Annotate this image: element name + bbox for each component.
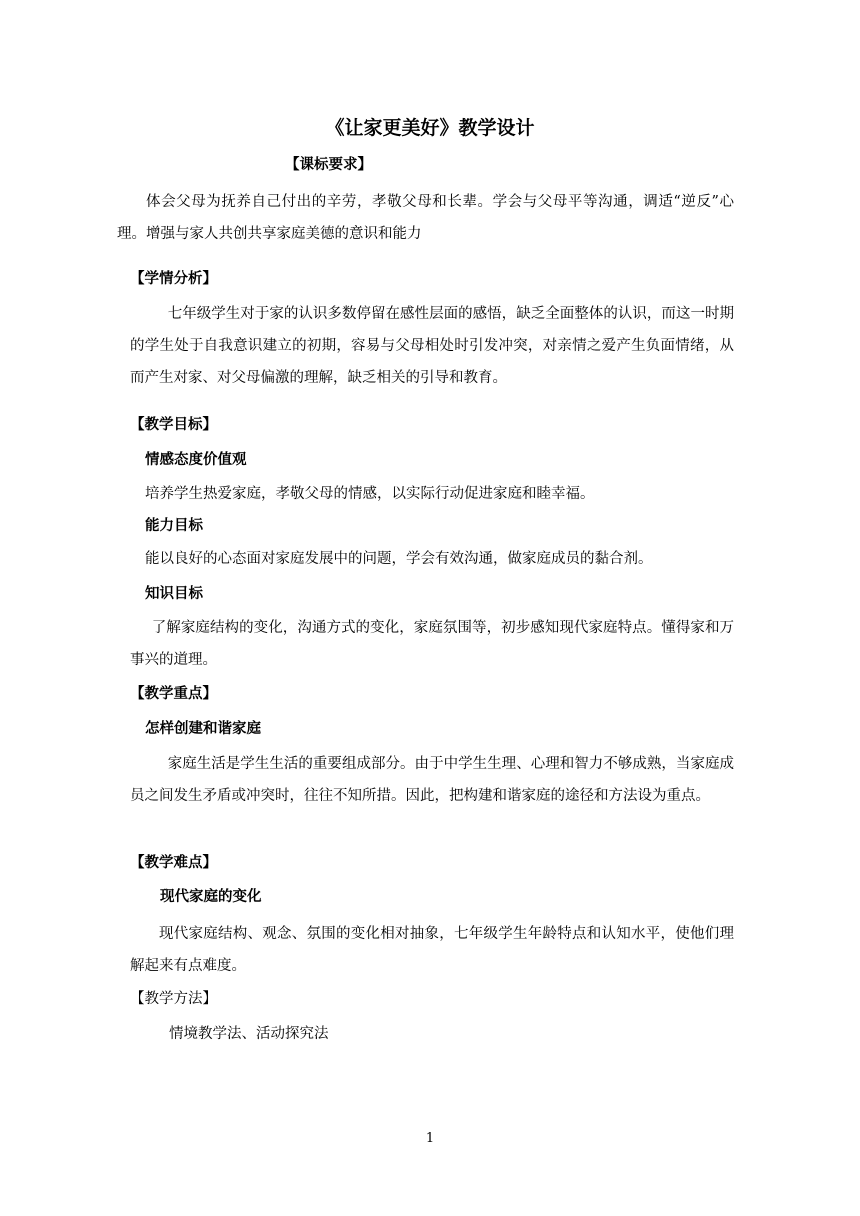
student-analysis-text: 七年级学生对于家的认识多数停留在感性层面的感悟，缺乏全面整体的认识，而这一时期的学生处于自我意识建立的初期，容易与父母相处时引发冲突，对亲情之爱产生负面情绪，从而产生对家、对父母偏激的理解，缺乏相关的引导和教育。 (130, 306, 734, 386)
knowledge-objective-text: 了解家庭结构的变化，沟通方式的变化，家庭氛围等，初步感知现代家庭特点。懂得家和万事兴的道理。 (130, 620, 734, 668)
student-analysis-heading: 【学情分析】 (130, 271, 217, 287)
page-number: 1 (425, 1131, 435, 1146)
difficulties-subheading: 现代家庭的变化 (160, 889, 262, 905)
key-points-subheading: 怎样创建和谐家庭 (145, 721, 261, 737)
knowledge-objective-subheading: 知识目标 (145, 586, 203, 602)
emotion-objective-text: 培养学生热爱家庭，孝敬父母的情感，以实际行动促进家庭和睦幸福。 (145, 486, 595, 502)
methods-heading: 【教学方法】 (130, 991, 217, 1007)
curriculum-text: 体会父母为抚养自己付出的辛劳，孝敬父母和长辈。学会与父母平等沟通，调适“逆反”心理。增强与家人共创共享家庭美德的意识和能力 (117, 194, 734, 242)
document-title: 《让家更美好》教学设计 (325, 117, 535, 139)
curriculum-heading: 【课标要求】 (285, 157, 372, 173)
ability-objective-text: 能以良好的心态面对家庭发展中的问题，学会有效沟通，做家庭成员的黏合剂。 (145, 551, 653, 567)
key-points-text: 家庭生活是学生生活的重要组成部分。由于中学生生理、心理和智力不够成熟，当家庭成员之间发生矛盾或冲突时，往往不知所措。因此，把构建和谐家庭的途径和方法设为重点。 (130, 756, 734, 804)
difficulties-heading: 【教学难点】 (130, 855, 217, 871)
methods-text: 情境教学法、活动探究法 (169, 1026, 329, 1042)
objectives-heading: 【教学目标】 (130, 417, 217, 433)
key-points-heading: 【教学重点】 (130, 686, 217, 702)
difficulties-text: 现代家庭结构、观念、氛围的变化相对抽象，七年级学生年龄特点和认知水平，使他们理解起来有点难度。 (130, 926, 734, 974)
ability-objective-subheading: 能力目标 (145, 518, 203, 534)
emotion-objective-subheading: 情感态度价值观 (145, 452, 247, 468)
